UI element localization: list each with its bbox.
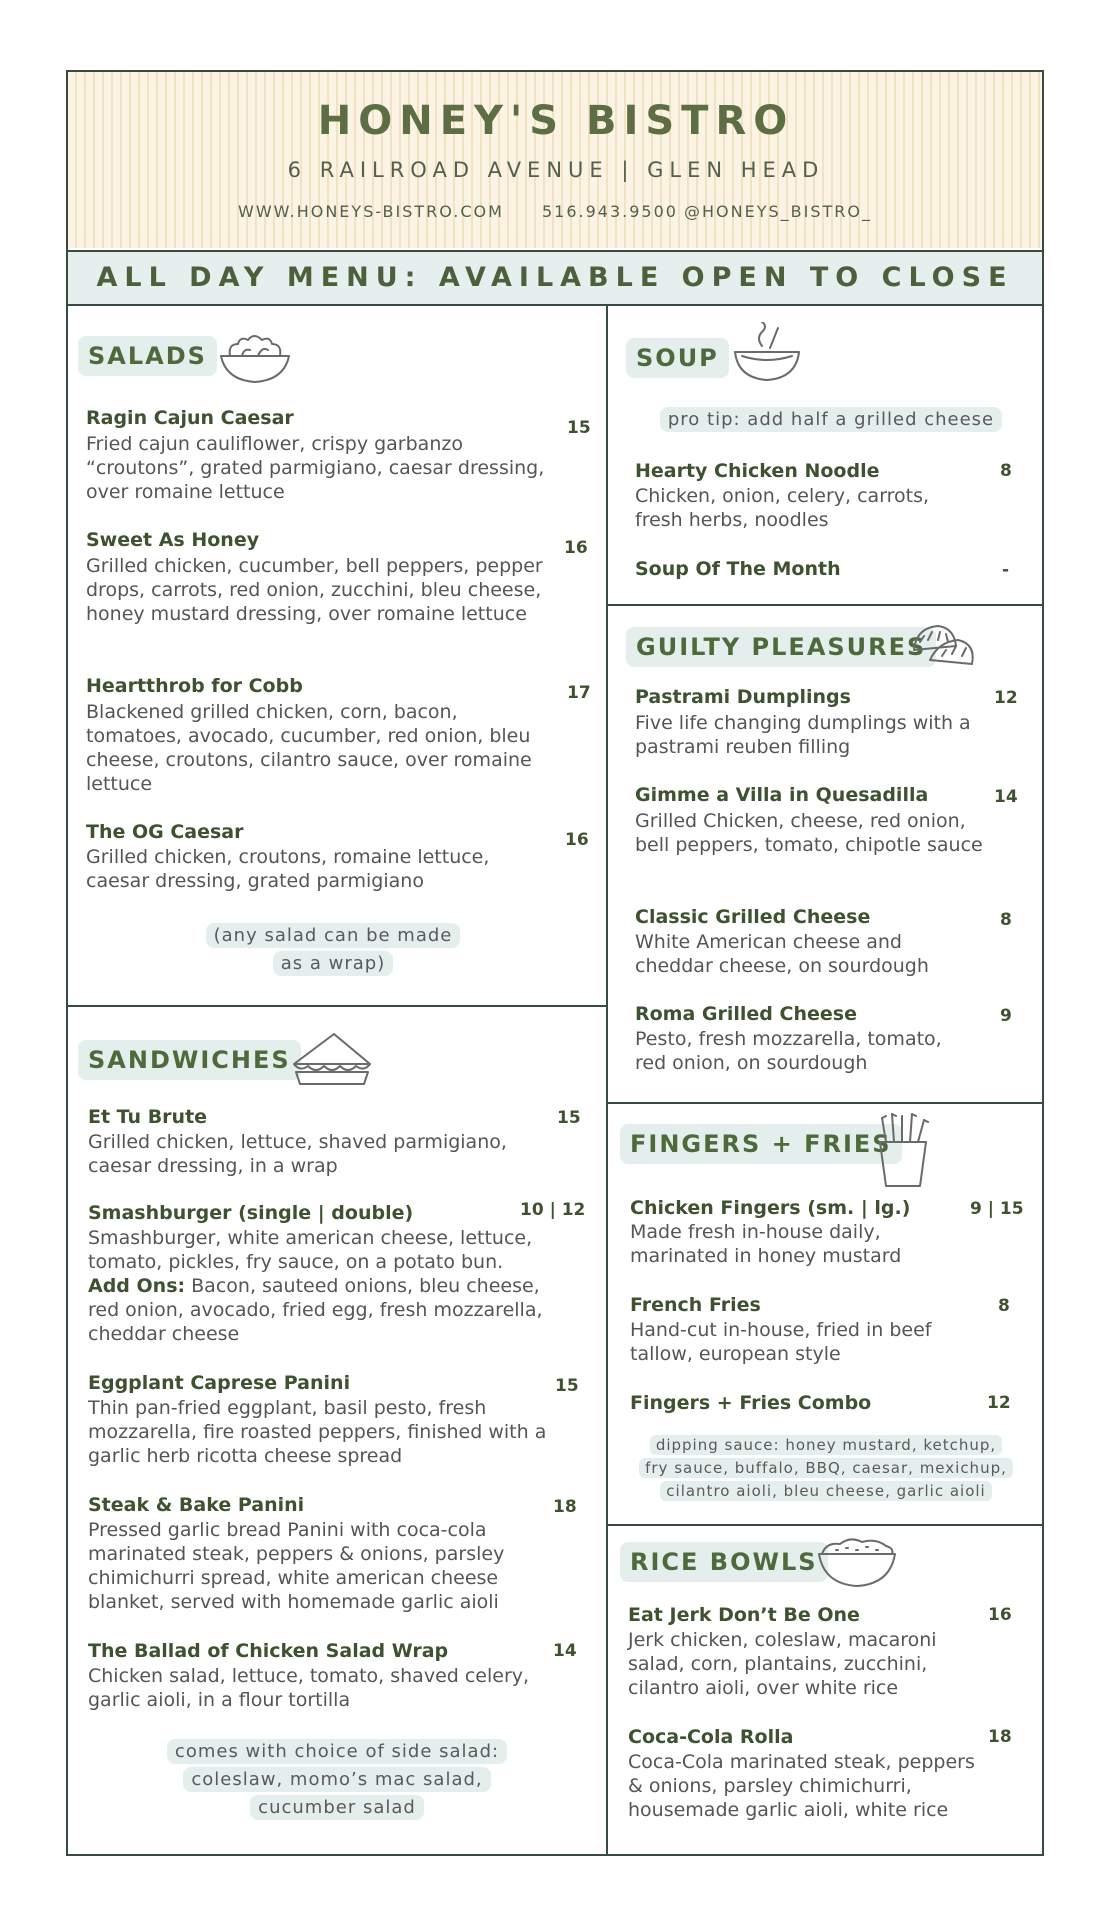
menu-item-name: Gimme a Villa in Quesadilla: [635, 784, 929, 806]
dumplings-icon: [908, 612, 978, 674]
section-title-sandwiches: SANDWICHES: [78, 1040, 301, 1080]
restaurant-name: HONEY'S BISTRO: [317, 98, 795, 144]
menu-item-desc: Grilled Chicken, cheese, red onion, bell peppers, tomato, chipotle sauce: [635, 810, 983, 856]
side-salad-note-line2: coleslaw, momo’s mac salad,: [183, 1767, 490, 1792]
salad-wrap-note: [86, 922, 580, 978]
column-divider: [606, 306, 608, 1856]
menu-item-desc: White American cheese and cheddar cheese, on sourdough: [635, 931, 929, 977]
menu-item-name: Classic Grilled Cheese: [635, 906, 871, 928]
menu-item-price: 8: [1000, 461, 1012, 481]
menu-item-desc: Pesto, fresh mozzarella, tomato, red onion, on sourdough: [635, 1028, 942, 1074]
menu-item-price: 9: [1000, 1006, 1012, 1026]
menu-item-price: 16: [565, 830, 589, 850]
dipping-sauce-line3: cilantro aioli, bleu cheese, garlic aioli: [660, 1481, 991, 1501]
restaurant-address: 6 RAILROAD AVENUE | GLEN HEAD: [287, 158, 825, 182]
menu-item-desc: Jerk chicken, coleslaw, macaroni salad, corn, plantains, zucchini, cilantro aioli, over white rice: [628, 1629, 937, 1699]
divider-salads-sandwiches: [68, 1005, 606, 1007]
menu-item-desc: Pressed garlic bread Panini with coca-cola marinated steak, peppers & onions, parsley chimichurri spread, white american cheese blanket, served with homemade garlic aioli: [88, 1519, 505, 1613]
menu-item-desc: Thin pan-fried eggplant, basil pesto, fresh mozzarella, fire roasted peppers, finished with a garlic herb ricotta cheese spread: [88, 1397, 547, 1467]
menu-item-price: 12: [994, 688, 1018, 708]
menu-item-name: Hearty Chicken Noodle: [635, 460, 880, 482]
website-link[interactable]: WWW.HONEYS-BISTRO.COM: [238, 202, 504, 221]
menu-item-name: The Ballad of Chicken Salad Wrap: [88, 1640, 449, 1662]
soup-bowl-icon: [732, 322, 802, 384]
section-title-soup: SOUP: [626, 338, 729, 378]
dipping-sauce-line2: fry sauce, buffalo, BBQ, caesar, mexichup,: [639, 1458, 1013, 1478]
menu-item-name: Sweet As Honey: [86, 529, 260, 551]
rice-bowl-icon: [816, 1536, 898, 1588]
divider-fingers-rice: [608, 1524, 1042, 1526]
menu-item-price: 17: [567, 683, 591, 703]
side-salad-note: [88, 1738, 586, 1822]
menu-item-name: Et Tu Brute: [88, 1106, 208, 1128]
sandwich-icon: [290, 1030, 374, 1088]
salad-bowl-icon: [218, 330, 292, 386]
side-salad-note-line3: cucumber salad: [250, 1795, 424, 1820]
menu-item-price: 9 | 15: [970, 1199, 1024, 1219]
menu-item-name: Chicken Fingers (sm. | lg.): [630, 1197, 911, 1219]
menu-item-desc: Five life changing dumplings with a pastrami reuben filling: [635, 712, 971, 758]
menu-item-price: 10 | 12: [520, 1200, 586, 1220]
menu-item-desc: Grilled chicken, cucumber, bell peppers, pepper drops, carrots, red onion, zucchini, bleu cheese, honey mustard dressing, over romaine lettuce: [86, 555, 543, 625]
dipping-sauce-line1: dipping sauce: honey mustard, ketchup,: [650, 1435, 1002, 1455]
menu-item-price: 8: [1000, 910, 1012, 930]
menu-item-price: 18: [988, 1727, 1012, 1747]
menu-item-price: 15: [567, 418, 591, 438]
menu-item-name: Steak & Bake Panini: [88, 1494, 305, 1516]
menu-item-name: Fingers + Fries Combo: [630, 1392, 872, 1414]
menu-item-price: 14: [994, 787, 1018, 807]
section-title-salads: SALADS: [78, 336, 217, 376]
menu-item-name: Smashburger (single | double): [88, 1202, 414, 1224]
addons-label: Add Ons:: [88, 1275, 186, 1297]
menu-item-desc: Blackened grilled chicken, corn, bacon, tomatoes, avocado, cucumber, red onion, bleu cheese, croutons, cilantro sauce, over romaine lettuce: [86, 701, 532, 795]
menu-item-price: 18: [553, 1497, 577, 1517]
menu-item-desc: [88, 1226, 548, 1346]
menu-item-desc: Grilled chicken, lettuce, shaved parmigiano, caesar dressing, in a wrap: [88, 1131, 507, 1177]
menu-item-name: Soup Of The Month: [635, 558, 841, 580]
dipping-sauce-note: [620, 1434, 1032, 1503]
menu-item-desc: Hand-cut in-house, fried in beef tallow, european style: [630, 1319, 932, 1365]
divider-soup-guilty: [608, 604, 1042, 606]
phone-number[interactable]: 516.943.9500: [542, 202, 678, 221]
menu-item-price: 15: [555, 1376, 579, 1396]
side-salad-note-line1: comes with choice of side salad:: [167, 1739, 507, 1764]
menu-item-desc-text: Smashburger, white american cheese, lettuce, tomato, pickles, fry sauce, on a potato bun.: [88, 1227, 533, 1273]
section-title-guilty-pleasures: GUILTY PLEASURES: [626, 627, 936, 667]
menu-item-name: Heartthrob for Cobb: [86, 675, 303, 697]
menu-item-price: -: [1002, 560, 1010, 580]
menu-item-desc: Coca-Cola marinated steak, peppers & onions, parsley chimichurri, housemade garlic aioli, white rice: [628, 1751, 975, 1821]
menu-item-name: Ragin Cajun Caesar: [86, 407, 294, 429]
all-day-banner-text: ALL DAY MENU: AVAILABLE OPEN TO CLOSE: [96, 262, 1014, 293]
menu-item-name: Coca-Cola Rolla: [628, 1726, 794, 1748]
menu-item-price: 16: [988, 1605, 1012, 1625]
salad-wrap-note-line2: as a wrap): [273, 951, 393, 976]
menu-item-desc: Grilled chicken, croutons, romaine lettuce, caesar dressing, grated parmigiano: [86, 846, 490, 892]
social-handle[interactable]: @HONEYS_BISTRO_: [684, 202, 872, 221]
soup-pro-tip-text: pro tip: add half a grilled cheese: [660, 407, 1002, 432]
menu-item-name: The OG Caesar: [86, 821, 244, 843]
menu-item-desc: Made fresh in-house daily, marinated in honey mustard: [630, 1221, 902, 1267]
menu-item-name: Eat Jerk Don’t Be One: [628, 1604, 860, 1626]
menu-item-name: French Fries: [630, 1294, 761, 1316]
menu-item-name: Pastrami Dumplings: [635, 686, 851, 708]
menu-item-name: Roma Grilled Cheese: [635, 1003, 857, 1025]
divider-guilty-fingers: [608, 1102, 1042, 1104]
menu-item-price: 8: [998, 1296, 1010, 1316]
menu-item-price: 12: [987, 1393, 1011, 1413]
section-title-fingers-fries: FINGERS + FRIES: [620, 1124, 902, 1164]
fries-icon: [872, 1112, 934, 1188]
menu-item-price: 15: [557, 1108, 581, 1128]
salad-wrap-note-line1: (any salad can be made: [206, 923, 461, 948]
menu-item-name: Eggplant Caprese Panini: [88, 1372, 351, 1394]
soup-pro-tip: [634, 406, 1028, 434]
menu-item-desc: Chicken, onion, celery, carrots, fresh herbs, noodles: [635, 485, 930, 531]
menu-item-price: 14: [553, 1641, 577, 1661]
menu-item-desc: Fried cajun cauliflower, crispy garbanzo “croutons”, grated parmigiano, caesar dressing, over romaine lettuce: [86, 433, 545, 503]
menu-item-desc: Chicken salad, lettuce, tomato, shaved celery, garlic aioli, in a flour tortilla: [88, 1665, 530, 1711]
menu-item-price: 16: [564, 538, 588, 558]
section-title-rice-bowls: RICE BOWLS: [620, 1542, 828, 1582]
addons-text: Bacon, sauteed onions, bleu cheese, red onion, avocado, fried egg, fresh mozzarella, cheddar cheese: [88, 1275, 543, 1345]
